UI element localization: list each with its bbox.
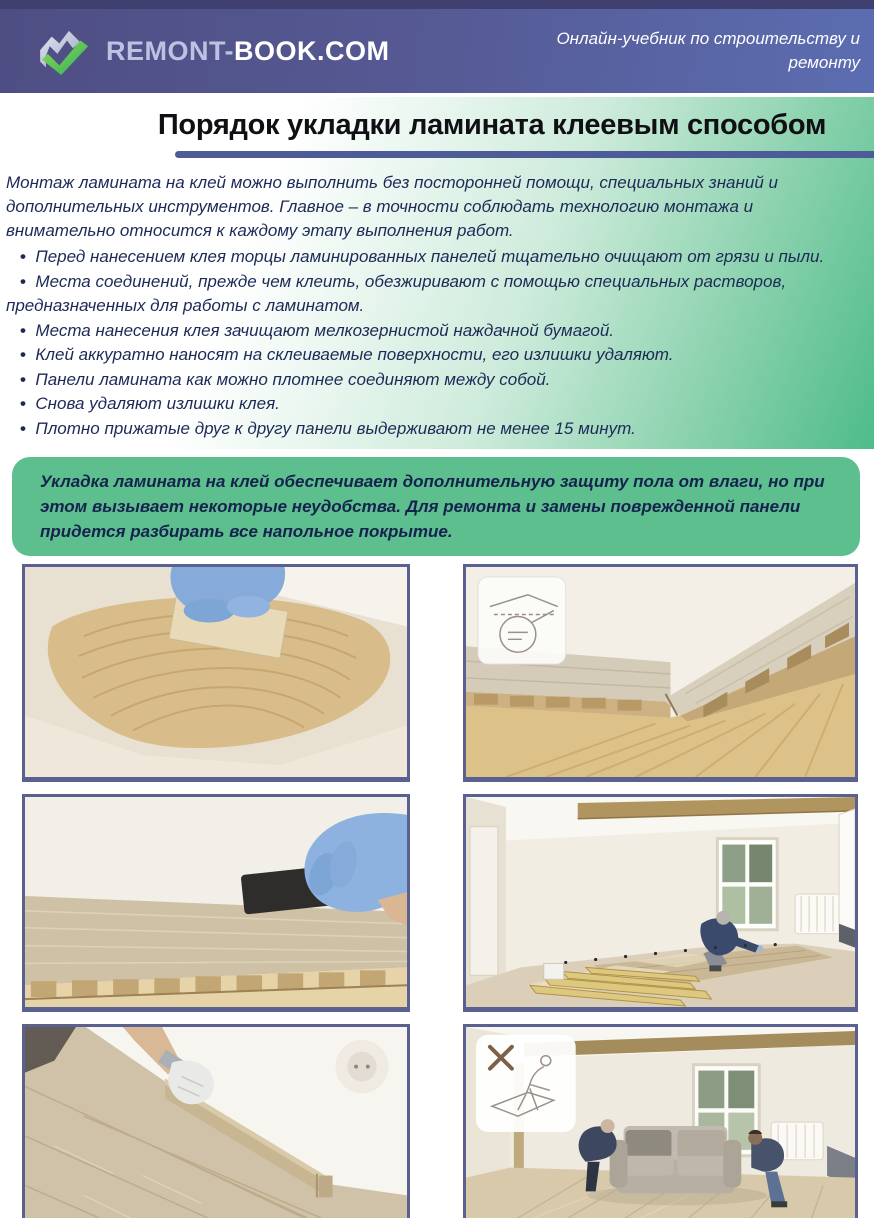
- room-laying-photo: [463, 794, 858, 1012]
- list-item: • Панели ламината как можно плотнее соединяют между собой.: [6, 368, 866, 393]
- list-item: • Места нанесения клея зачищают мелкозернистой наждачной бумагой.: [6, 319, 866, 344]
- list-item: • Снова удаляют излишки клея.: [6, 392, 866, 417]
- panel-angle-joining-photo: [463, 564, 858, 782]
- tagline-line-1: Онлайн-учебник по строительству и: [556, 28, 860, 48]
- callout-section: [0, 449, 874, 562]
- list-item: • Плотно прижатые друг к другу панели выдерживают не менее 15 минут.: [6, 417, 866, 442]
- article-head-section: [0, 97, 874, 449]
- list-item: • Места соединений, прежде чем клеить, обезжиривают с помощью специальных растворов, предназначенных для работы с ламинатом.: [6, 270, 866, 319]
- steps-list: [6, 245, 866, 441]
- site-tagline: [556, 27, 860, 75]
- brand-suffix: BOOK.COM: [234, 36, 390, 66]
- glue-spreading-photo: [22, 564, 410, 782]
- photo-grid: [0, 562, 874, 1218]
- list-item: • Перед нанесением клея торцы ламинированных панелей тщательно очищают от грязи и пыли.: [6, 245, 866, 270]
- list-item: • Клей аккуратно наносят на склеиваемые поверхности, его излишки удаляют.: [6, 343, 866, 368]
- tagline-line-2: ремонту: [788, 52, 860, 72]
- site-logo[interactable]: [38, 29, 390, 75]
- sofa-moving-photo: [463, 1024, 858, 1218]
- brand-text: [106, 36, 390, 67]
- plinth-install-photo: [22, 1024, 410, 1218]
- no-dragging-inset-icon: [476, 1035, 576, 1132]
- note-text: Укладка ламината на клей обеспечивает дополнительную защиту пола от влаги, но при этом вызывает некоторые неудобства. Для ремонта и замены поврежденной панели придется разбирать все напольное покрытие.: [40, 472, 825, 541]
- house-checkmark-icon: [38, 29, 96, 75]
- intro-paragraph: Монтаж ламината на клей можно выполнить без посторонней помощи, специальных знаний и дополнительных инструментов. Главное – в точности соблюдать технологию монтажа и внимательно относится к каждому этапу выполнения работ.: [6, 173, 778, 240]
- page-title: Порядок укладки ламината клеевым способом: [157, 109, 827, 141]
- joining-technique-inset-icon: [478, 577, 566, 664]
- title-underline-bar: [175, 151, 874, 158]
- tapping-block-photo: [22, 794, 410, 1012]
- brand-prefix: REMONT-: [106, 36, 234, 66]
- site-header: [0, 0, 874, 93]
- note-box: [12, 457, 860, 556]
